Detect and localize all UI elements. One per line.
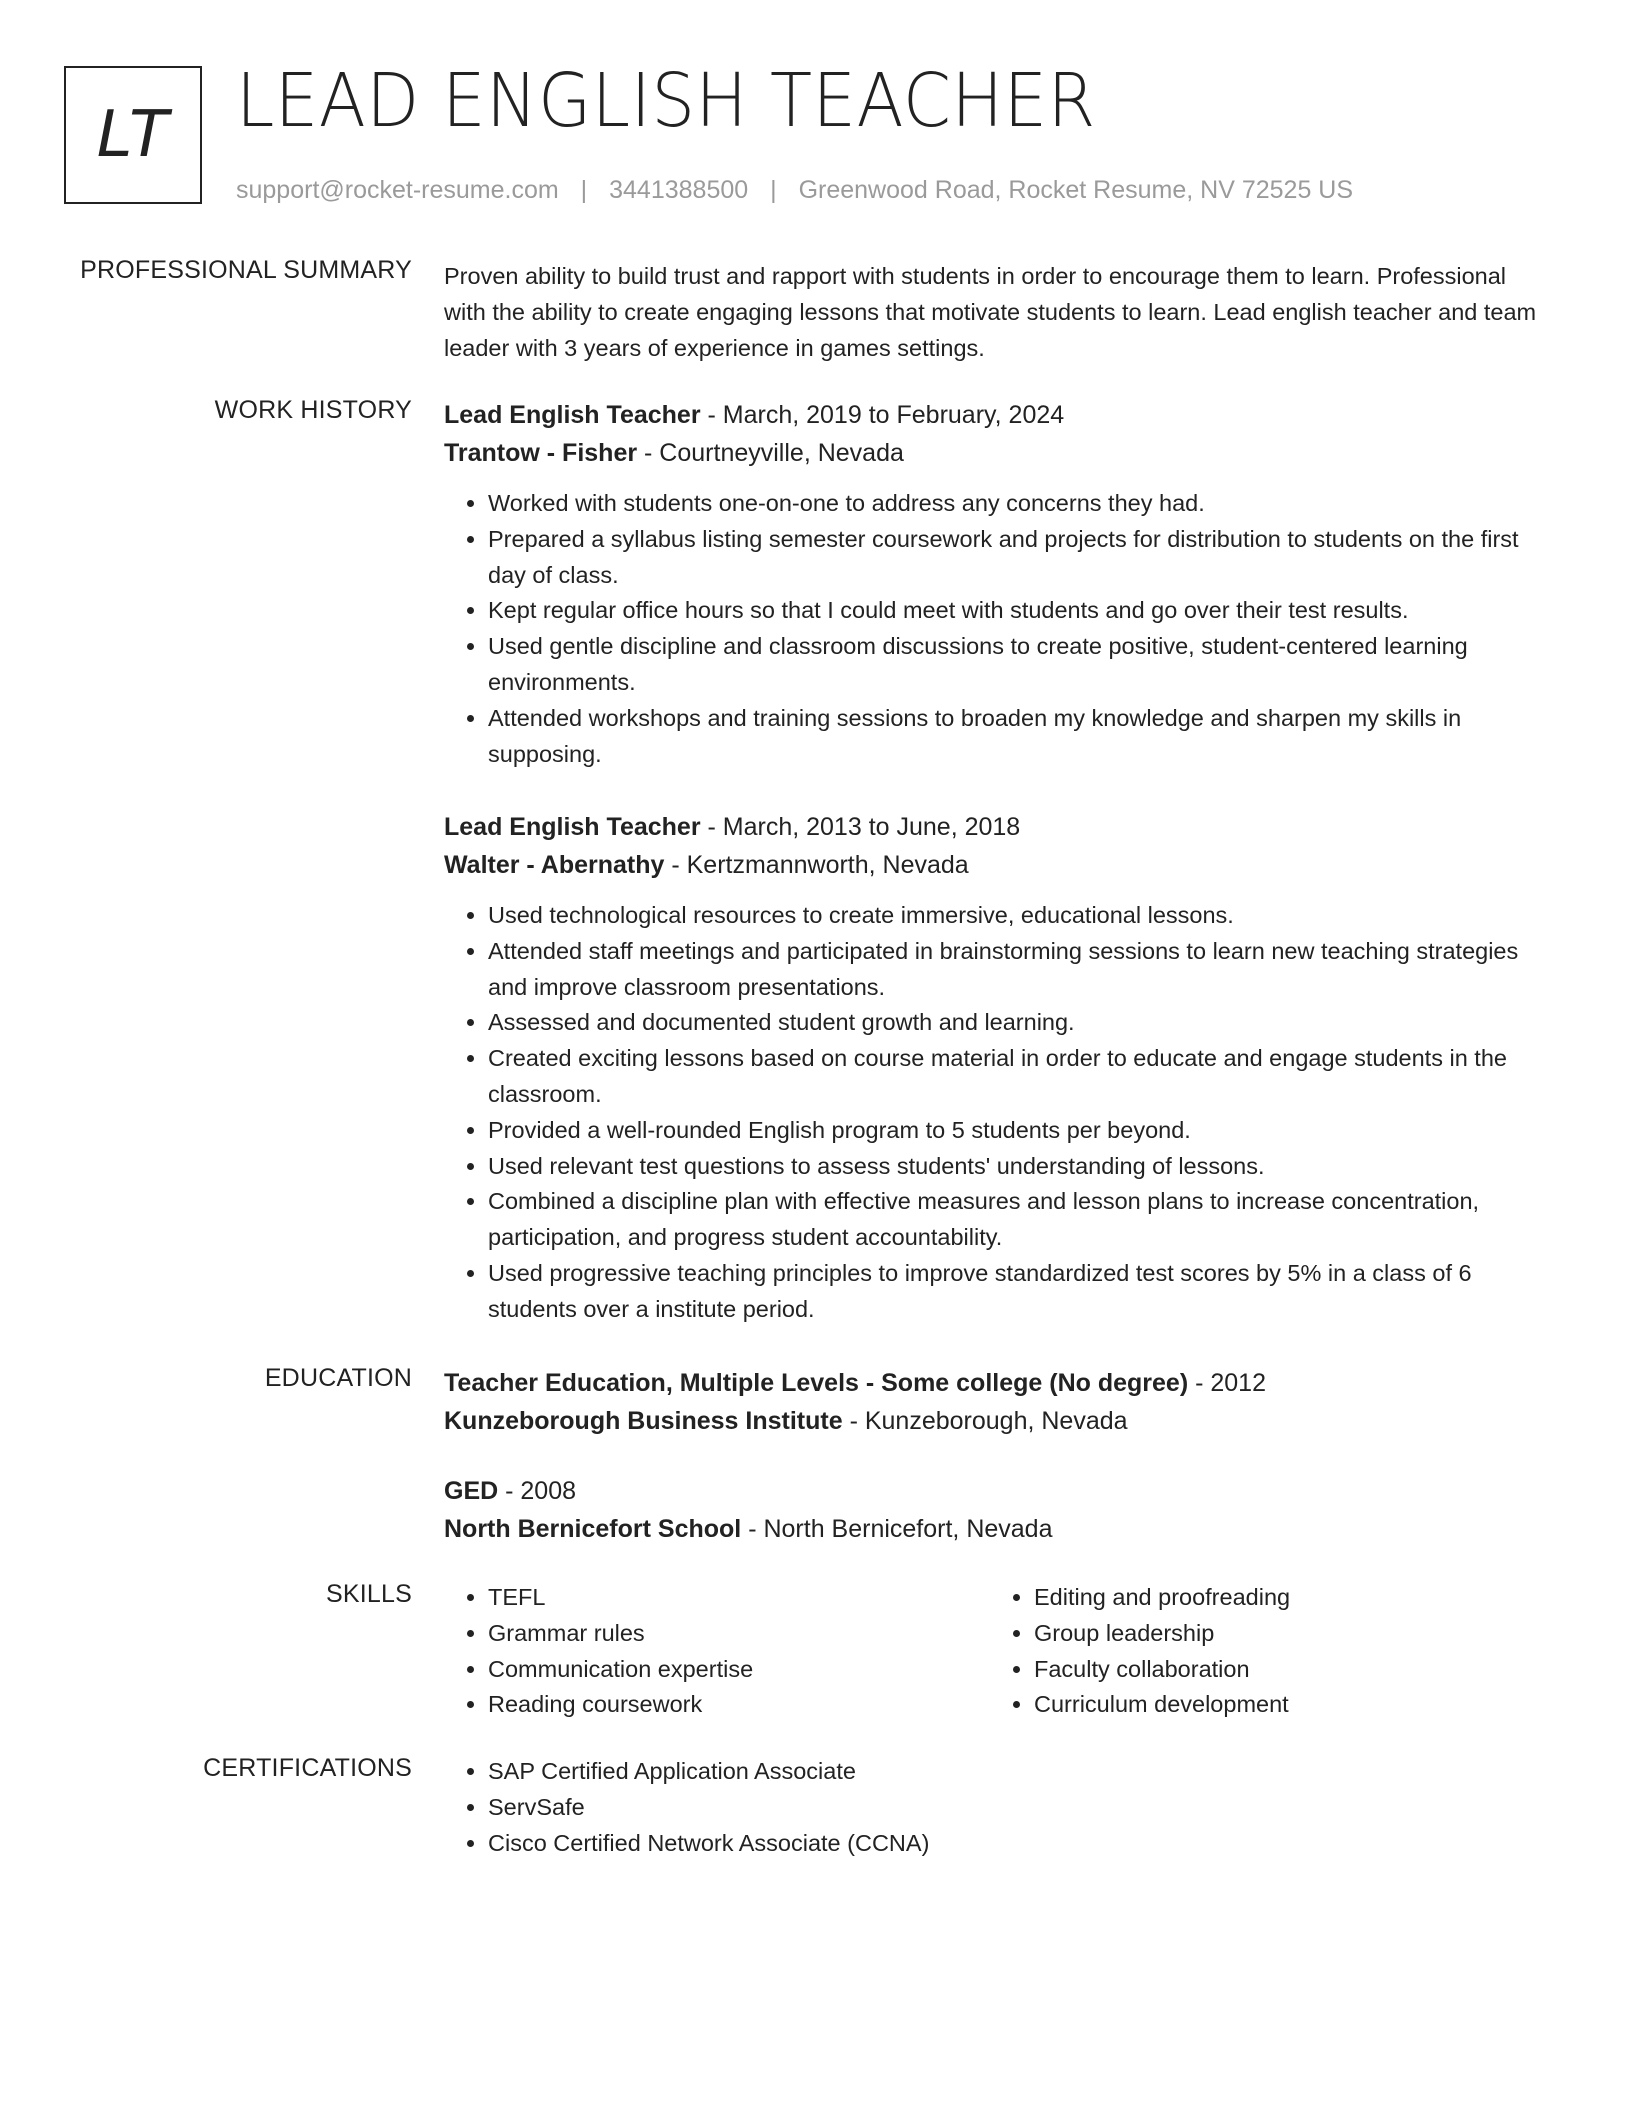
section-label-skills: SKILLS bbox=[326, 1580, 412, 1608]
work-history-content bbox=[444, 808, 1554, 1328]
job-bullets bbox=[444, 898, 1554, 1328]
list-item: • Used relevant test questions to assess students' understanding of lessons. bbox=[488, 1149, 1554, 1185]
contact-phone: 3441388500 bbox=[609, 176, 749, 204]
list-item: • Faculty collaboration bbox=[1034, 1652, 1534, 1688]
job-entry bbox=[444, 808, 1554, 1328]
education-location: - North Bernicefort, Nevada bbox=[741, 1515, 1053, 1543]
certifications-content bbox=[444, 1754, 1554, 1861]
skills-column-2 bbox=[990, 1580, 1534, 1723]
education-school-line bbox=[444, 1510, 1554, 1548]
list-item: • Kept regular office hours so that I could meet with students and go over their test results. bbox=[488, 593, 1554, 629]
education-degree-line bbox=[444, 1364, 1554, 1402]
list-item: • Communication expertise bbox=[488, 1652, 988, 1688]
job-entry bbox=[444, 396, 1554, 772]
job-title: Lead English Teacher bbox=[444, 401, 701, 429]
work-history-content bbox=[444, 396, 1554, 772]
education-entry bbox=[444, 1364, 1554, 1440]
job-title-line bbox=[444, 396, 1554, 434]
education-degree: Teacher Education, Multiple Levels - Some college (No degree) bbox=[444, 1369, 1189, 1397]
skills-grid bbox=[444, 1580, 1554, 1723]
education-school: Kunzeborough Business Institute bbox=[444, 1407, 843, 1435]
job-dates: - March, 2019 to February, 2024 bbox=[700, 401, 1065, 429]
list-item: • Attended workshops and training sessions to broaden my knowledge and sharpen my skills in supposing. bbox=[488, 701, 1554, 773]
list-item: • Created exciting lessons based on course material in order to educate and engage students in the classroom. bbox=[488, 1041, 1554, 1113]
education-entry bbox=[444, 1472, 1554, 1548]
list-item: • Used progressive teaching principles to improve standardized test scores by 5% in a class of 6 students over a institute period. bbox=[488, 1256, 1554, 1328]
section-label-work-history: WORK HISTORY bbox=[214, 396, 412, 424]
list-item: • Combined a discipline plan with effective measures and lesson plans to increase concentration, participation, and progress student accountability. bbox=[488, 1184, 1554, 1256]
job-title: Lead English Teacher bbox=[444, 813, 701, 841]
section-label-certifications: CERTIFICATIONS bbox=[203, 1754, 412, 1782]
education-school-line bbox=[444, 1402, 1554, 1440]
education-location: - Kunzeborough, Nevada bbox=[842, 1407, 1128, 1435]
education-year: - 2008 bbox=[498, 1477, 577, 1505]
contact-address: Greenwood Road, Rocket Resume, NV 72525 US bbox=[798, 176, 1354, 204]
list-item: • Cisco Certified Network Associate (CCNA) bbox=[488, 1826, 1554, 1862]
job-dates: - March, 2013 to June, 2018 bbox=[700, 813, 1021, 841]
list-item: • Provided a well-rounded English program to 5 students per beyond. bbox=[488, 1113, 1554, 1149]
job-location: - Kertzmannworth, Nevada bbox=[664, 851, 969, 879]
list-item: • Assessed and documented student growth and learning. bbox=[488, 1005, 1554, 1041]
list-item: • Used gentle discipline and classroom discussions to create positive, student-centered learning environments. bbox=[488, 629, 1554, 701]
list-item: • Attended staff meetings and participated in brainstorming sessions to learn new teaching strategies and improve classroom presentations. bbox=[488, 934, 1554, 1006]
monogram-box bbox=[64, 66, 202, 204]
job-title-line bbox=[444, 808, 1554, 846]
job-company-line bbox=[444, 846, 1554, 884]
education-content bbox=[444, 1472, 1554, 1548]
certifications-list bbox=[444, 1754, 1554, 1861]
contact-email: support@rocket-resume.com bbox=[236, 176, 559, 204]
list-item: • Worked with students one-on-one to address any concerns they had. bbox=[488, 486, 1554, 522]
education-content bbox=[444, 1364, 1554, 1440]
list-item: • Used technological resources to create immersive, educational lessons. bbox=[488, 898, 1554, 934]
skills-column-1 bbox=[444, 1580, 988, 1723]
list-item: • Curriculum development bbox=[1034, 1687, 1534, 1723]
section-label-education: EDUCATION bbox=[264, 1364, 412, 1392]
list-item: • Reading coursework bbox=[488, 1687, 988, 1723]
skills-content bbox=[444, 1580, 1554, 1723]
job-company: Trantow - Fisher bbox=[444, 439, 638, 467]
page-title: LEAD ENGLISH TEACHER bbox=[236, 58, 1096, 144]
education-year: - 2012 bbox=[1188, 1369, 1266, 1397]
job-company: Walter - Abernathy bbox=[444, 851, 665, 879]
list-item: • TEFL bbox=[488, 1580, 988, 1616]
summary-content bbox=[444, 258, 1554, 366]
job-bullets bbox=[444, 486, 1554, 772]
monogram-initials: LT bbox=[96, 98, 170, 172]
list-item: • Group leadership bbox=[1034, 1616, 1534, 1652]
job-company-line bbox=[444, 434, 1554, 472]
education-degree-line bbox=[444, 1472, 1554, 1510]
list-item: • Editing and proofreading bbox=[1034, 1580, 1534, 1616]
summary-text: Proven ability to build trust and rapport with students in order to encourage them to learn. Professional with the ability to create engaging lessons that motivate students to learn. Lead english teacher and team leader with 3 years of experience in games settings. bbox=[444, 263, 1537, 361]
list-item: • ServSafe bbox=[488, 1790, 1554, 1826]
contact-line bbox=[236, 176, 1353, 205]
education-school: North Bernicefort School bbox=[444, 1515, 742, 1543]
list-item: • Prepared a syllabus listing semester coursework and projects for distribution to students on the first day of class. bbox=[488, 522, 1554, 594]
list-item: • SAP Certified Application Associate bbox=[488, 1754, 1554, 1790]
education-degree: GED bbox=[444, 1477, 499, 1505]
list-item: • Grammar rules bbox=[488, 1616, 988, 1652]
section-label-summary: PROFESSIONAL SUMMARY bbox=[80, 256, 412, 284]
contact-separator: | bbox=[770, 176, 777, 204]
job-location: - Courtneyville, Nevada bbox=[637, 439, 904, 467]
contact-separator: | bbox=[580, 176, 588, 204]
